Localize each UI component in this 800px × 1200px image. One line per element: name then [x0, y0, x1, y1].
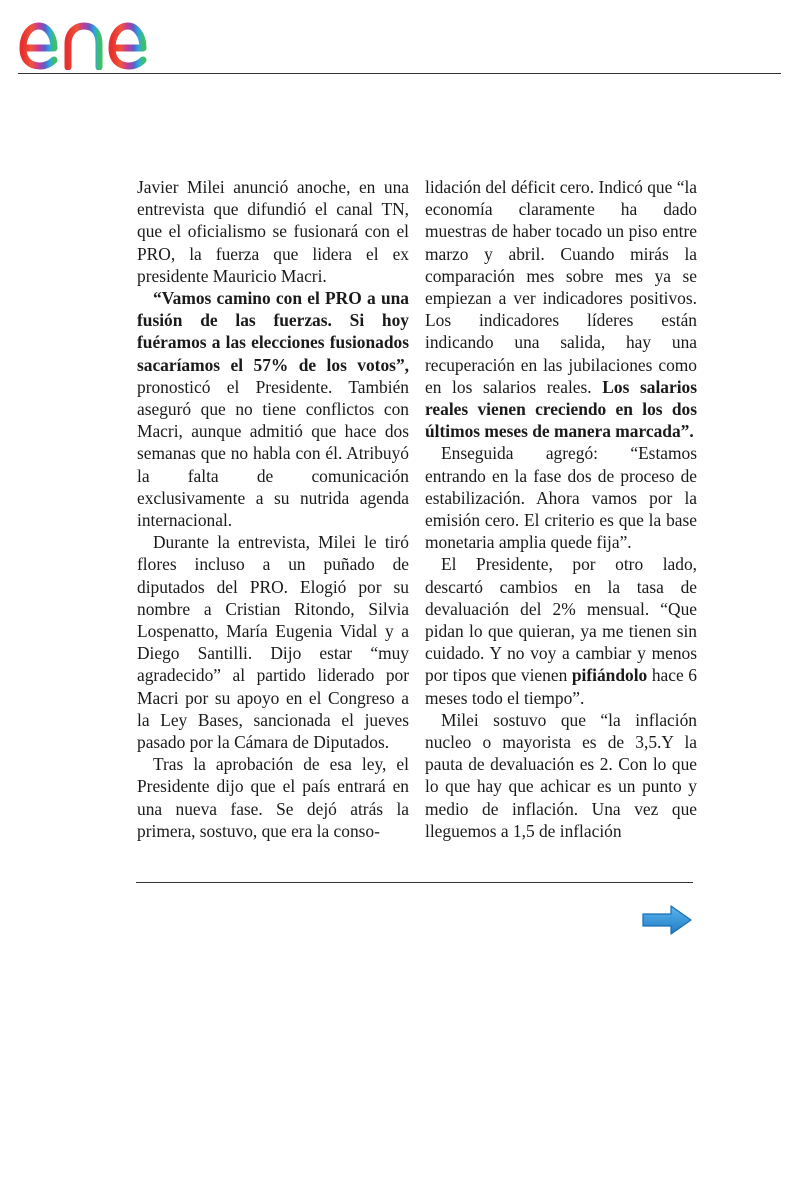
paragraph: Javier Milei anunció anoche, en una entrevista que difundió el canal TN, que el oficialismo se fusionará con el PRO, la fuerza que lidera el ex presidente Mauricio Macri. [137, 177, 409, 286]
bold-quote: “Vamos camino con el PRO a una fusión de las fuerzas. Si hoy fuéramos a las elecciones fusionados sacaríamos el 57% de los votos”, [137, 288, 409, 375]
bold-quote: Los salarios reales vienen creciendo en los dos últimos meses de manera marcada”. [425, 376, 697, 442]
arrow-right-icon[interactable] [640, 903, 694, 937]
paragraph: Durante la entrevista, Milei le tiró flores incluso a un puñado de diputados del PRO. Elogió por su nombre a Cristian Ritondo, Silvia Lospenatto, María Eugenia Vidal y a Diego Santilli. Dijo estar “muy agradecido” al partido liderado por Macri por su apoyo en el Congreso a la Ley Bases, sancionada el jueves pasado por la Cámara de Diputados. [137, 532, 409, 753]
paragraph-continued [425, 176, 697, 442]
paragraph: Enseguida agregó: “Estamos entrando en la fase dos de proceso de estabilización. Ahora vamos por la emisión cero. El criterio es que la base monetaria amplia quede fija”. [425, 443, 697, 553]
bold-word: pifiándolo [571, 665, 648, 686]
paragraph: Milei sostuvo que “la inflación nucleo o mayorista es de 3,5.Y la pauta de devaluación es 2. Con lo que lo que hay que achicar es un punto y medio de inflación. Una vez que lleguemos a 1,5 de inflación [425, 709, 697, 841]
paragraph [425, 553, 697, 708]
next-page-button[interactable] [640, 903, 694, 937]
paragraph-text: lidación del déficit cero. Indicó que “la economía claramente ha dado muestras de haber tocado un piso entre marzo y abril. Cuando mirás la comparación mes sobre mes ya se empiezan a ver indicadores positivos. Los indicadores líderes están indicando una salida, hay una recuperación en las jubilaciones como en los salarios reales. [425, 177, 697, 397]
header-rule [18, 73, 781, 74]
paragraph-text: pronosticó el Presidente. También aseguró que no tiene conflictos con Macri, aunque admitió que hace dos semanas que no habla con él. Atribuyó la falta de comunicación exclusivamente a su nutrida agenda internacional. [137, 376, 409, 531]
paragraph-text: hace 6 meses todo el tiempo”. [425, 665, 697, 708]
article-column-left [137, 176, 409, 842]
article-column-right [425, 176, 697, 842]
paragraph: Tras la aprobación de esa ley, el Presidente dijo que el país entrará en una nueva fase. Se dejó atrás la primera, sostuvo, que era la conso- [137, 754, 409, 841]
article-bottom-rule [136, 882, 693, 883]
enel-logo [18, 4, 193, 70]
paragraph-quote [137, 287, 409, 531]
paragraph-text: El Presidente, por otro lado, descartó cambios en la tasa de devaluación del 2% mensual. “Que pidan lo que quieran, ya me tienen sin cuidado. Y no voy a cambiar y menos por tipos que vienen [425, 554, 697, 686]
enel-logo-graphic [18, 4, 193, 70]
